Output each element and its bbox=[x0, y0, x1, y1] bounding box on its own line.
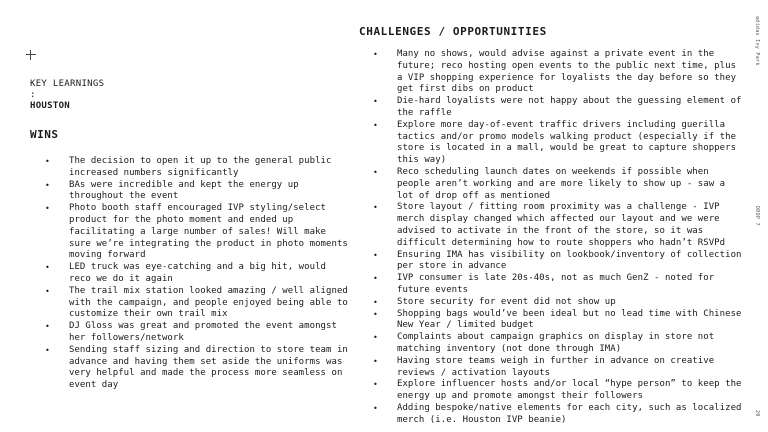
key-learnings-separator: : bbox=[30, 90, 36, 100]
key-learnings-label: KEY LEARNINGS bbox=[30, 79, 105, 89]
list-item: • LED truck was eye-catching and a big hit, would reco we do it again bbox=[69, 262, 349, 286]
list-item: • Store layout / fitting room proximity was a challenge - IVP merch display changed which affected our layout and we were advised to activate in the front of the store, so it was difficult determining how to route shoppers who hadn’t RSVPd bbox=[397, 202, 742, 249]
list-item: • Die-hard loyalists were not happy about the guessing element of the raffle bbox=[397, 96, 742, 120]
wins-title: WINS bbox=[30, 128, 59, 141]
list-item: • Many no shows, would advise against a private event in the future; reco hosting open events to the public next time, plus a VIP shopping experience for loyalists the day before so they get first dibs on product bbox=[397, 49, 742, 96]
section-heading bbox=[30, 79, 104, 112]
drop-label: DROP 7 bbox=[754, 206, 760, 226]
list-item: • Store security for event did not show up bbox=[397, 297, 742, 309]
list-item: • Adding bespoke/native elements for each city, such as localized merch (i.e. Houston IVP beanie) bbox=[397, 403, 742, 427]
list-item: • Reco scheduling launch dates on weekends if possible when people aren’t working and are more likely to show up - saw a lot of drop off as mentioned bbox=[397, 167, 742, 202]
city-name: HOUSTON bbox=[30, 101, 71, 111]
wins-list bbox=[69, 156, 349, 392]
list-item: • Shopping bags would’ve been ideal but no lead time with Chinese New Year / limited budget bbox=[397, 309, 742, 333]
list-item: • The trail mix station looked amazing / well aligned with the campaign, and people enjoyed being able to customize their own trail mix bbox=[69, 286, 349, 321]
brand-label: adidas Ivy Park bbox=[754, 16, 760, 66]
plus-icon bbox=[26, 50, 36, 60]
list-item: • Complaints about campaign graphics on display in store not matching inventory (not done through IMA) bbox=[397, 332, 742, 356]
list-item: • Explore more day-of-event traffic drivers including guerilla tactics and/or promo models walking product (especially if the store is located in a mall, would be great to capture shoppers this way) bbox=[397, 120, 742, 167]
list-item: • The decision to open it up to the general public increased numbers significantly bbox=[69, 156, 349, 180]
list-item: • BAs were incredible and kept the energy up throughout the event bbox=[69, 180, 349, 204]
list-item: • Sending staff sizing and direction to store team in advance and having them set aside the uniforms was very helpful and made the process more seamless on event day bbox=[69, 345, 349, 392]
list-item: • Photo booth staff encouraged IVP styling/select product for the photo moment and ended up facilitating a large number of sales! Will make sure we’re integrating the product in photo moments moving forward bbox=[69, 203, 349, 262]
challenges-list bbox=[397, 49, 742, 427]
list-item: • Ensuring IMA has visibility on lookbook/inventory of collection per store in advance bbox=[397, 250, 742, 274]
challenges-title: CHALLENGES / OPPORTUNITIES bbox=[359, 25, 547, 38]
list-item: • Explore influencer hosts and/or local “hype person” to keep the energy up and promote amongst their followers bbox=[397, 379, 742, 403]
list-item: • DJ Gloss was great and promoted the event amongst her followers/network bbox=[69, 321, 349, 345]
list-item: • Having store teams weigh in further in advance on creative reviews / activation layouts bbox=[397, 356, 742, 380]
page-number: 20 bbox=[754, 410, 760, 417]
list-item: • IVP consumer is late 20s-40s, not as much GenZ - noted for future events bbox=[397, 273, 742, 297]
